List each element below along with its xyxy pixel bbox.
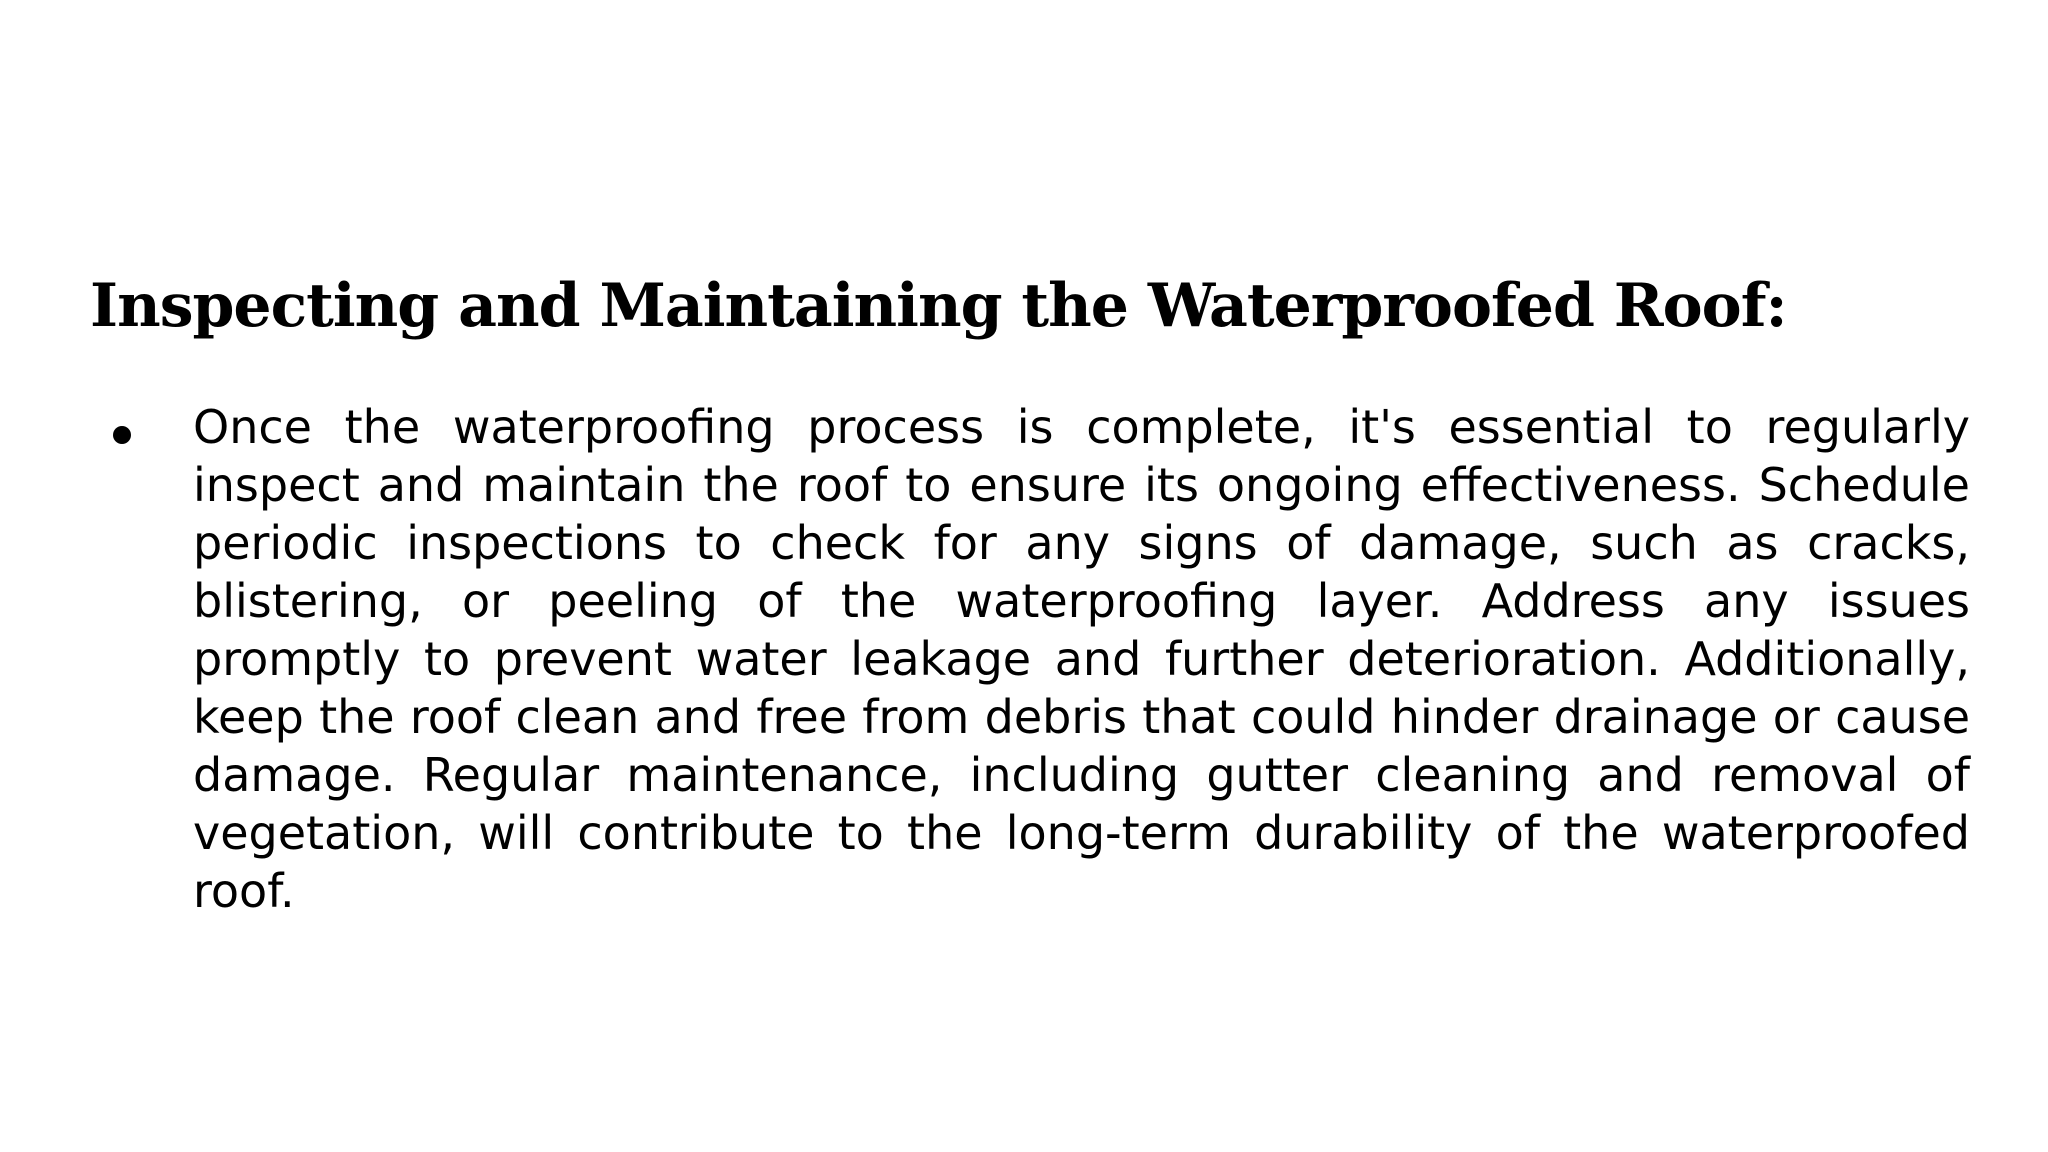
- bullet-list: [110, 398, 1970, 920]
- bullet-item: [110, 398, 1970, 920]
- bullet-dot-icon: [113, 426, 131, 444]
- slide-heading: Inspecting and Maintaining the Waterproofed Roof:: [90, 271, 1787, 341]
- bullet-text: Once the waterproofing process is complete, it's essential to regularly inspect and maintain the roof to ensure its ongoing effectiveness. Schedule periodic inspections to check for any signs of damage, such as cracks, blistering, or peeling of the waterproofing layer. Address any issues promptly to prevent water leakage and further deterioration. Additionally, keep the roof clean and free from debris that could hinder drainage or cause damage. Regular maintenance, including gutter cleaning and removal of vegetation, will contribute to the long-term durability of the waterproofed roof.: [193, 400, 1970, 918]
